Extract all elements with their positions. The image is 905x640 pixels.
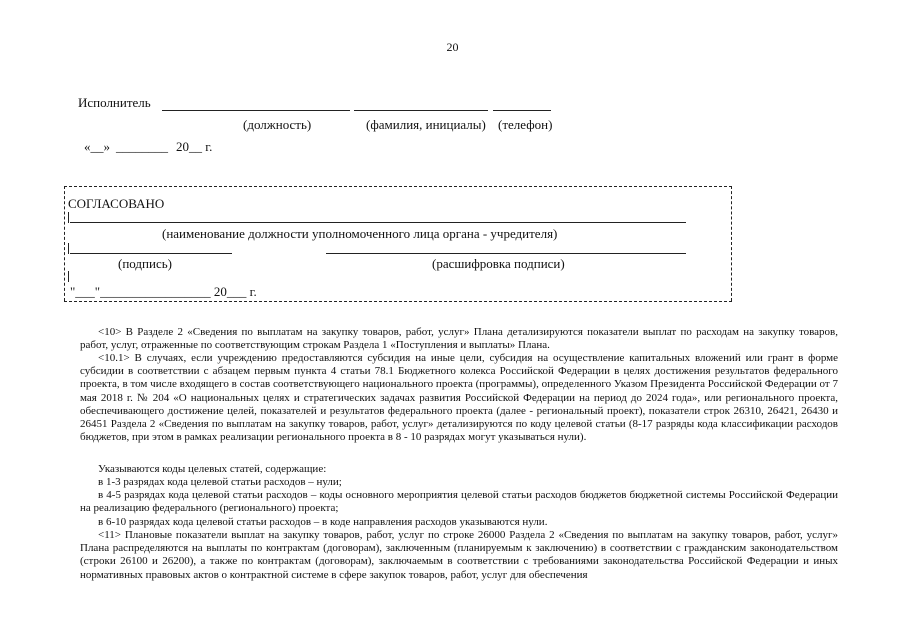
approval-official-line xyxy=(70,222,686,223)
approval-signature-line xyxy=(70,253,232,254)
approval-decode-caption: (расшифровка подписи) xyxy=(432,256,565,271)
codes-6-10: в 6-10 разрядах кода целевой статьи расходов – в коде направления расходов указываются нули. xyxy=(98,516,548,528)
approval-title: СОГЛАСОВАНО xyxy=(68,196,165,211)
approval-date-line: "___"_________________ 20___ г. xyxy=(70,284,257,299)
executor-position-line xyxy=(162,110,350,111)
approval-box-left xyxy=(64,186,65,301)
codes-intro: Указываются коды целевых статей, содержащие: xyxy=(98,463,327,475)
codes-1-3: в 1-3 разрядах кода целевой статьи расходов – нули; xyxy=(98,476,342,488)
footnote-10: <10> В Разделе 2 «Сведения по выплатам на закупку товаров, работ, услуг» Плана детализируются показатели выплат по расходам на закупку товаров, работ, услуг, отраженные по соответствующим строкам Раздела 1 «Поступления и выплаты» Плана. xyxy=(80,326,838,352)
approval-official-caption: (наименование должности уполномоченного лица органа - учредителя) xyxy=(162,226,558,241)
executor-date-year: 20__ г. xyxy=(176,139,213,154)
executor-phone-line xyxy=(493,110,551,111)
approval-box-bottom xyxy=(64,301,732,302)
footnote-10-1: <10.1> В случаях, если учреждению предоставляются субсидия на иные цели, субсидия на осуществление капитальных вложений или грант в форме субсидии в соответствии с абзацем первым пункта 4 статьи 78.1 Бюджетного колекса Российской Федерации в целях достижения результатов федерального проекта, в том числе входящего в состав соответствующего национального проекта (программы), определенного Указом Президента Российской Федерации от 7 мая 2018 г. № 204 «О национальных целях и стратегических задачах развития Российской Федерации на период до 2024 года», или регионального проекта, обеспечивающего достижение целей, показателей и результатов федерального проекта (далее - региональный проект), показатели строк 26310, 26421, 26430 и 26451 Раздела 2 «Сведения по выплатам на закупку товаров, работ, услуг» детализируются по коду целевой статьи (8-17 разряды кода классификации расходов бюджетов, при этом в рамках реализации регионального проекта в 8 - 10 разрядах могут указываться нули). xyxy=(80,352,838,444)
approval-box-top xyxy=(64,186,732,187)
approval-signature-caption: (подпись) xyxy=(118,256,172,271)
approval-tick xyxy=(68,243,69,254)
executor-position-caption: (должность) xyxy=(243,117,312,132)
executor-name-caption: (фамилия, инициалы) xyxy=(366,117,486,132)
executor-name-line xyxy=(354,110,488,111)
executor-date-month: ________ xyxy=(116,139,168,154)
approval-decode-line xyxy=(326,253,686,254)
footnote-11: <11> Плановые показатели выплат на закупку товаров, работ, услуг по строке 26000 Раздела 2 «Сведения по выплатам на закупку товаров, работ, услуг» Плана распределяются на выплаты по контрактам (договорам), заключенным (планируемым к заключению) в соответствии с гражданским законодательством (строки 26100 и 26200), а также по контрактам (договорам), заключаемым в соответствии с требованиями законодательства Российской Федерации и иных нормативных правовых актов о контрактной системе в сфере закупок товаров, работ, услуг для обеспечения xyxy=(80,529,838,581)
codes-4-5: в 4-5 разрядах кода целевой статьи расходов – коды основного мероприятия целевой статьи расходов бюджетов бюджетной системы Российской Федерации на реализацию федерального (регионального) проекта; xyxy=(80,489,838,515)
page-number: 20 xyxy=(446,40,459,54)
executor-label: Исполнитель xyxy=(78,95,151,110)
approval-box-right xyxy=(731,186,732,301)
executor-phone-caption: (телефон) xyxy=(498,117,553,132)
executor-date-day: «__» xyxy=(84,139,110,154)
approval-tick xyxy=(68,212,69,223)
approval-tick xyxy=(68,271,69,282)
